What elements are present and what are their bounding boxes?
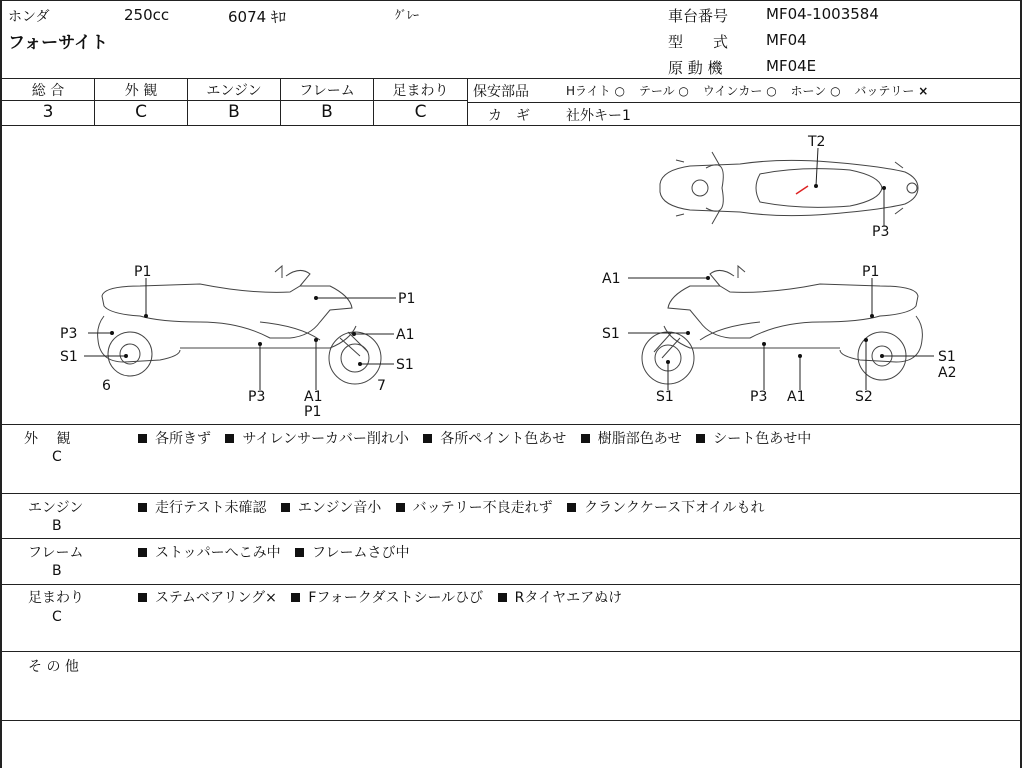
grade-table-mid (0, 100, 467, 101)
exterior-label: 外 観 (124, 83, 158, 99)
grade-divider-5 (467, 78, 468, 125)
frame-grade: B (321, 102, 333, 122)
label-l-a1: A1 (396, 327, 415, 343)
key-value: 社外キー1 (566, 108, 631, 124)
remarks-suspension-items: ステムベアリング× Fフォークダストシールひび Rタイヤエアぬけ (138, 587, 632, 607)
label-t2: T2 (808, 134, 826, 150)
leader-lines (84, 148, 934, 390)
remarks-divider-1 (0, 493, 1022, 494)
engine-grade-label: エンジン (206, 83, 262, 99)
remarks-suspension-grade: C (52, 609, 62, 625)
label-l-a1-bottom: A1 (304, 389, 323, 405)
bullet-icon (295, 548, 304, 557)
label-l-p1-bottom: P1 (304, 404, 322, 420)
safety-item-winker: ウインカー ○ (702, 84, 777, 98)
bullet-icon (291, 593, 300, 602)
remarks-divider-2 (0, 538, 1022, 539)
safety-items (566, 82, 938, 99)
scooter-right-view (642, 266, 922, 384)
scooter-diagram (0, 126, 1022, 424)
grade-table-top (0, 78, 1022, 79)
bullet-icon (423, 434, 432, 443)
remarks-exterior-grade: C (52, 449, 62, 465)
remarks-other-label: そ の 他 (28, 659, 79, 675)
bullet-icon (696, 434, 705, 443)
label-l-s1-front: S1 (396, 357, 414, 373)
border-top (0, 0, 1022, 1)
remarks-divider-4 (0, 651, 1022, 652)
remarks-frame-grade: B (52, 563, 62, 579)
label-r-p1: P1 (862, 264, 880, 280)
bullet-icon (396, 503, 405, 512)
bullet-icon (138, 593, 147, 602)
label-r-p3-bottom: P3 (750, 389, 768, 405)
bullet-icon (498, 593, 507, 602)
engine-label: 原 動 機 (668, 59, 723, 77)
overall-grade: 3 (42, 102, 54, 122)
remarks-top (0, 424, 1022, 425)
displacement: 250cc (124, 6, 170, 24)
bullet-icon (581, 434, 590, 443)
label-r-s1-rear: S1 (938, 349, 956, 365)
frame-no: MF04-1003584 (766, 5, 879, 23)
safety-item-headlight: Hライト ○ (566, 84, 625, 98)
label-l-6: 6 (102, 378, 111, 394)
label-l-p1-seat: P1 (134, 264, 152, 280)
color: ｸﾞﾚｰ (395, 8, 420, 22)
maker: ホンダ (8, 9, 50, 25)
safety-item-battery: バッテリー × (854, 84, 929, 98)
remarks-suspension-label: 足まわり (28, 590, 84, 606)
frame-grade-label: フレーム (299, 83, 355, 99)
remarks-engine-grade: B (52, 518, 62, 534)
label-l-s1-rear: S1 (60, 349, 78, 365)
safety-item-horn: ホーン ○ (790, 84, 841, 98)
scooter-left-view (98, 266, 381, 384)
key-label: カ ギ (488, 108, 530, 124)
engine-grade: B (228, 102, 240, 122)
safety-label: 保安部品 (473, 84, 529, 100)
scooter-top-view (660, 152, 918, 224)
bullet-icon (138, 548, 147, 557)
label-r-a2: A2 (938, 365, 957, 381)
remarks-engine-items: 走行テスト未確認 エンジン音小 バッテリー不良走れず クランクケース下オイルもれ (138, 497, 774, 517)
bullet-icon (567, 503, 576, 512)
safety-table-mid (467, 102, 1022, 103)
remarks-exterior-label: 外 観 (24, 431, 71, 447)
label-l-p3-bottom: P3 (248, 389, 266, 405)
label-p3-top: P3 (872, 224, 890, 240)
overall-label: 総 合 (31, 83, 65, 99)
suspension-grade: C (414, 102, 427, 122)
bullet-icon (138, 434, 147, 443)
remarks-divider-3 (0, 584, 1022, 585)
safety-item-tail: テール ○ (638, 84, 689, 98)
type-value: MF04 (766, 31, 807, 49)
model-name: フォーサイト (8, 33, 108, 53)
remarks-divider-5 (0, 720, 1022, 721)
exterior-grade: C (135, 102, 147, 122)
label-r-a1: A1 (602, 271, 621, 287)
label-r-a1-bottom: A1 (787, 389, 806, 405)
mileage: 6074 ｷﾛ (228, 8, 286, 26)
damage-mark (796, 186, 808, 194)
bullet-icon (281, 503, 290, 512)
engine-value: MF04E (766, 57, 817, 75)
label-l-p3: P3 (60, 326, 78, 342)
bullet-icon (138, 503, 147, 512)
type-label: 型 式 (668, 33, 729, 51)
remarks-frame-label: フレーム (28, 545, 84, 561)
remarks-exterior-items: 各所きず サイレンサーカバー削れ小 各所ペイント色あせ 樹脂部色あせ シート色あせ中 (138, 428, 821, 448)
suspension-grade-label: 足まわり (392, 83, 449, 99)
remarks-frame-items: ストッパーへこみ中 フレームさび中 (138, 542, 420, 562)
remarks-engine-label: エンジン (28, 500, 84, 516)
label-r-s1-front: S1 (602, 326, 620, 342)
label-r-s2: S2 (855, 389, 873, 405)
label-l-p1-front: P1 (398, 291, 416, 307)
frame-no-label: 車台番号 (668, 7, 729, 25)
marker-dots (110, 184, 886, 366)
label-r-s1-bottom: S1 (656, 389, 674, 405)
bullet-icon (225, 434, 234, 443)
label-l-7: 7 (377, 378, 386, 394)
